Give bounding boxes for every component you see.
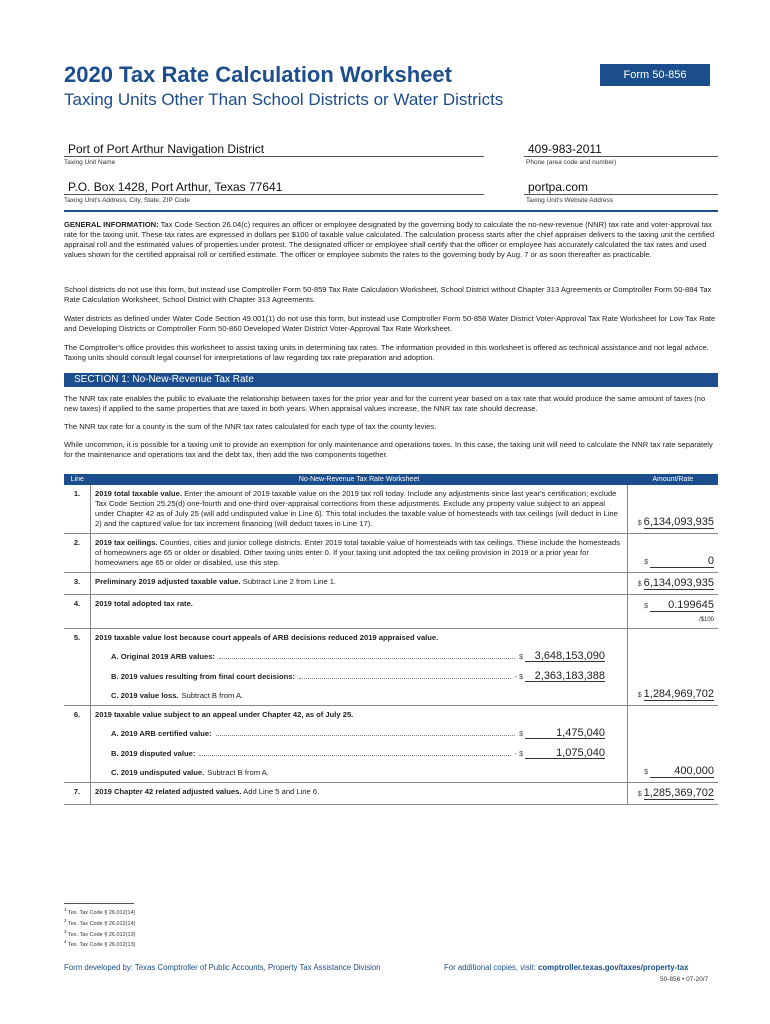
comptroller-link[interactable]: comptroller.texas.gov/taxes/property-tax: [538, 963, 689, 972]
section-1-header: SECTION 1: No-New-Revenue Tax Rate: [64, 373, 718, 387]
column-header-description: No-New-Revenue Tax Rate Worksheet: [91, 474, 628, 485]
line-description: [91, 485, 628, 534]
line-text: Add Line 5 and Line 6.: [243, 787, 320, 796]
column-header-line: Line: [64, 474, 91, 485]
line-amount: 6,134,093,935: [643, 516, 714, 528]
line-number: 1.: [64, 485, 91, 534]
line-number: 5.: [64, 629, 91, 706]
line-text: Counties, cities and junior college districts. Enter 2019 total taxable value of homesteads with tax ceilings. These include the homesteads of homeowners age 65 or older or disabled. Other taxing units enter 0. If your taxing unit adopted the tax ceiling provision in 2019 or a prior year for homeowners age 65 or older or disabled, use this step.: [95, 538, 620, 567]
divider: [524, 194, 718, 195]
footnotes: [64, 906, 135, 949]
line-number: 4.: [64, 595, 91, 629]
sub-line-value: 1,475,040: [525, 728, 605, 739]
sub-line-note: Subtract B from A.: [181, 691, 244, 700]
worksheet-row: [64, 706, 718, 783]
sub-line: [111, 748, 623, 760]
line-title: 2019 taxable value subject to an appeal under Chapter 42, as of July 25.: [95, 710, 354, 719]
line-amount-cell: [628, 485, 719, 534]
line-amount-cell: [628, 573, 719, 595]
website-label: Taxing Unit's Website Address: [526, 197, 614, 204]
dollar-sign: $: [644, 603, 648, 610]
dollar-sign: $: [637, 520, 642, 527]
website: portpa.com: [528, 180, 589, 194]
taxing-unit-name: Port of Port Arthur Navigation District: [68, 142, 265, 156]
leader-dots: [199, 748, 510, 756]
sub-line: [111, 728, 623, 740]
sub-line-label: C. 2019 undisputed value.: [111, 768, 205, 777]
dollar-sign: $: [644, 559, 648, 566]
general-information-paragraph: GENERAL INFORMATION: Tax Code Section 26.04(c) requires an officer or employee designated by the governing body to calculate the no-new-revenue (NNR) tax rate and voter-approval tax rate for the taxing unit. These tax rates are expressed in dollars per $100 of taxable value calculated. The calculation process starts after the chief appraiser delivers to the taxing unit the certified appraisal roll and the estimated values of properties under protest. The designated officer or employee shall certify that the officer or employee has accurately calculated the tax rates and used values shown for the certified appraisal roll or certified estimate. The officer or employee submits the rates to the governing body by Aug. 7 or as soon thereafter as practicable.: [64, 220, 715, 259]
line-number: 7.: [64, 783, 91, 805]
sub-line-label: B. 2019 disputed value:: [111, 749, 196, 758]
dollar-sign: $: [637, 692, 642, 699]
line-title: 2019 total adopted tax rate.: [95, 599, 193, 608]
line-title: 2019 total taxable value.: [95, 489, 182, 498]
form-number-badge: Form 50-856: [600, 64, 710, 86]
line-amount-cell: [628, 706, 719, 783]
worksheet-row: [64, 595, 718, 629]
line-amount: 0.199645: [650, 599, 714, 612]
divider: [64, 156, 484, 157]
currency-prefix: $: [519, 654, 523, 661]
footnote-rule: [64, 903, 134, 904]
footnote: $^3$ Tex. Tax Code § 26.012(13): [64, 928, 136, 938]
dollar-sign: $: [637, 581, 642, 588]
leader-dots: [216, 728, 516, 736]
line-description: [91, 629, 628, 706]
divider: [64, 194, 484, 195]
section-1-paragraph-1: The NNR tax rate enables the public to evaluate the relationship between taxes for the prior year and for the current year based on a tax rate that would produce the same amount of taxes (no new taxes) if applied to the same properties that are taxed in both years. When appraisal values increase, the NNR tax rate should decrease.: [64, 394, 706, 413]
footer-developer: Form developed by: Texas Comptroller of Public Accounts, Property Tax Assistance Division: [64, 963, 381, 972]
dollar-sign: $: [637, 791, 642, 798]
line-title: 2019 tax ceilings.: [95, 538, 158, 547]
line-amount: 6,134,093,935: [643, 577, 714, 589]
line-number: 2.: [64, 534, 91, 573]
line-amount-cell: [628, 595, 719, 629]
leader-dots: [299, 671, 511, 679]
worksheet-row: [64, 534, 718, 573]
sub-line-label: B. 2019 values resulting from final court decisions:: [111, 672, 295, 681]
dollar-sign: $: [644, 769, 648, 776]
phone-label: Phone (area code and number): [526, 159, 617, 166]
sub-line: [111, 651, 623, 663]
line-text: Enter the amount of 2019 taxable value on the 2019 tax roll today. Include any adjustments since last year's certification; exclude Tax Code Section 25.25(d) one-fourth and one-third over-appraisal corrections from these adjustments. Exclude any property value subject to an appeal under Chapter 42 as of July 25 (will add undisputed value in Line 6). This total includes the taxable value of homesteads with tax ceilings (will deduct in Line 2) and the captured value for tax increment financing (will deduct taxes in Line 17).: [95, 489, 618, 528]
sub-line-value: 3,648,153,090: [525, 651, 605, 662]
worksheet-row: [64, 573, 718, 595]
line-description: [91, 595, 628, 629]
footnote: $^4$ Tex. Tax Code § 26.012(13): [64, 939, 136, 949]
line-description: [91, 706, 628, 783]
leader-dots: [219, 651, 515, 659]
footer-copies: For additional copies, visit: comptroller.texas.gov/taxes/property-tax: [444, 963, 689, 972]
line-title: 2019 Chapter 42 related adjusted values.: [95, 787, 242, 796]
sub-line: [111, 671, 623, 683]
sub-line: [111, 768, 623, 778]
currency-prefix: - $: [514, 674, 523, 681]
currency-prefix: - $: [514, 751, 523, 758]
sub-line-value: 1,075,040: [525, 748, 605, 759]
worksheet-row: [64, 485, 718, 534]
page-title: 2020 Tax Rate Calculation Worksheet: [64, 62, 452, 87]
header-rule: [64, 210, 718, 212]
line-amount: 1,285,369,702: [643, 787, 714, 799]
sub-line-label: A. 2019 ARB certified value:: [111, 729, 212, 738]
footnote: $^2$ Tex. Tax Code § 26.012(14): [64, 917, 136, 927]
address-label: Taxing Unit's Address, City, State, ZIP Code: [64, 197, 191, 204]
divider: [524, 156, 718, 157]
line-amount-cell: [628, 629, 719, 706]
worksheet-row: [64, 629, 718, 706]
rate-unit: /$100: [698, 617, 714, 623]
line-title: 2019 taxable value lost because court appeals of ARB decisions reduced 2019 appraised value.: [95, 633, 439, 642]
water-districts-paragraph: Water districts as defined under Water Code Section 49.001(1) do not use this form, but instead use Comptroller Form 50-858 Water District Voter-Approval Tax Rate Worksheet for Low Tax Rate and Developing Districts or Comptroller Form 50-860 Developed Water District Voter-Approval Tax Rate Worksheet.: [64, 314, 716, 333]
phone-number: 409-983-2011: [528, 142, 602, 156]
line-title: Preliminary 2019 adjusted taxable value.: [95, 577, 241, 586]
line-amount: 0: [650, 555, 714, 568]
sub-line-value: 2,363,183,388: [525, 671, 605, 682]
line-number: 6.: [64, 706, 91, 783]
taxing-unit-name-label: Taxing Unit Name: [64, 159, 116, 166]
section-1-paragraph-3: While uncommon, it is possible for a taxing unit to provide an exemption for only maintenance and operations taxes. In this case, the taxing unit will need to calculate the NNR tax rate separately for the maintenance and operations tax and the debt tax, then add the two components together.: [64, 440, 713, 459]
line-amount-cell: [628, 783, 719, 805]
sub-line-label: A. Original 2019 ARB values:: [111, 652, 215, 661]
currency-prefix: $: [519, 731, 523, 738]
line-description: [91, 783, 628, 805]
line-amount-cell: [628, 534, 719, 573]
sub-line-note: Subtract B from A.: [207, 768, 269, 777]
footnote: $^1$ Tex. Tax Code § 26.012(14): [64, 907, 136, 916]
taxing-unit-address: P.O. Box 1428, Port Arthur, Texas 77641: [68, 180, 283, 194]
line-text: Subtract Line 2 from Line 1.: [242, 577, 337, 586]
school-districts-paragraph: School districts do not use this form, but instead use Comptroller Form 50-859 Tax Rate Calculation Worksheet, School District without Chapter 313 Agreements or Comptroller Form 50-884 Tax Rate Calculation Worksheet, School District with Chapter 313 Agreements.: [64, 285, 712, 304]
line-amount: 400,000: [650, 765, 714, 778]
nnr-worksheet-table: [64, 474, 718, 805]
line-description: [91, 534, 628, 573]
sub-line: [111, 691, 623, 701]
form-code: 50-856 • 07-20/7: [660, 976, 709, 983]
line-number: 3.: [64, 573, 91, 595]
sub-line-label: C. 2019 value loss.: [111, 691, 179, 700]
column-header-amount: Amount/Rate: [628, 474, 719, 485]
section-1-paragraph-2: The NNR tax rate for a county is the sum of the NNR tax rates calculated for each type of tax the county levies.: [64, 422, 437, 431]
page-subtitle: Taxing Units Other Than School Districts or Water Districts: [64, 90, 504, 109]
line-description: [91, 573, 628, 595]
line-amount: 1,284,969,702: [643, 688, 714, 700]
worksheet-row: [64, 783, 718, 805]
comptroller-paragraph: The Comptroller's office provides this worksheet to assist taxing units in determining tax rates. The information provided in this worksheet is offered as technical assistance and not legal advice. Taxing units should consult legal counsel for interpretations of law regarding tax rate preparation and adoption.: [64, 343, 709, 362]
